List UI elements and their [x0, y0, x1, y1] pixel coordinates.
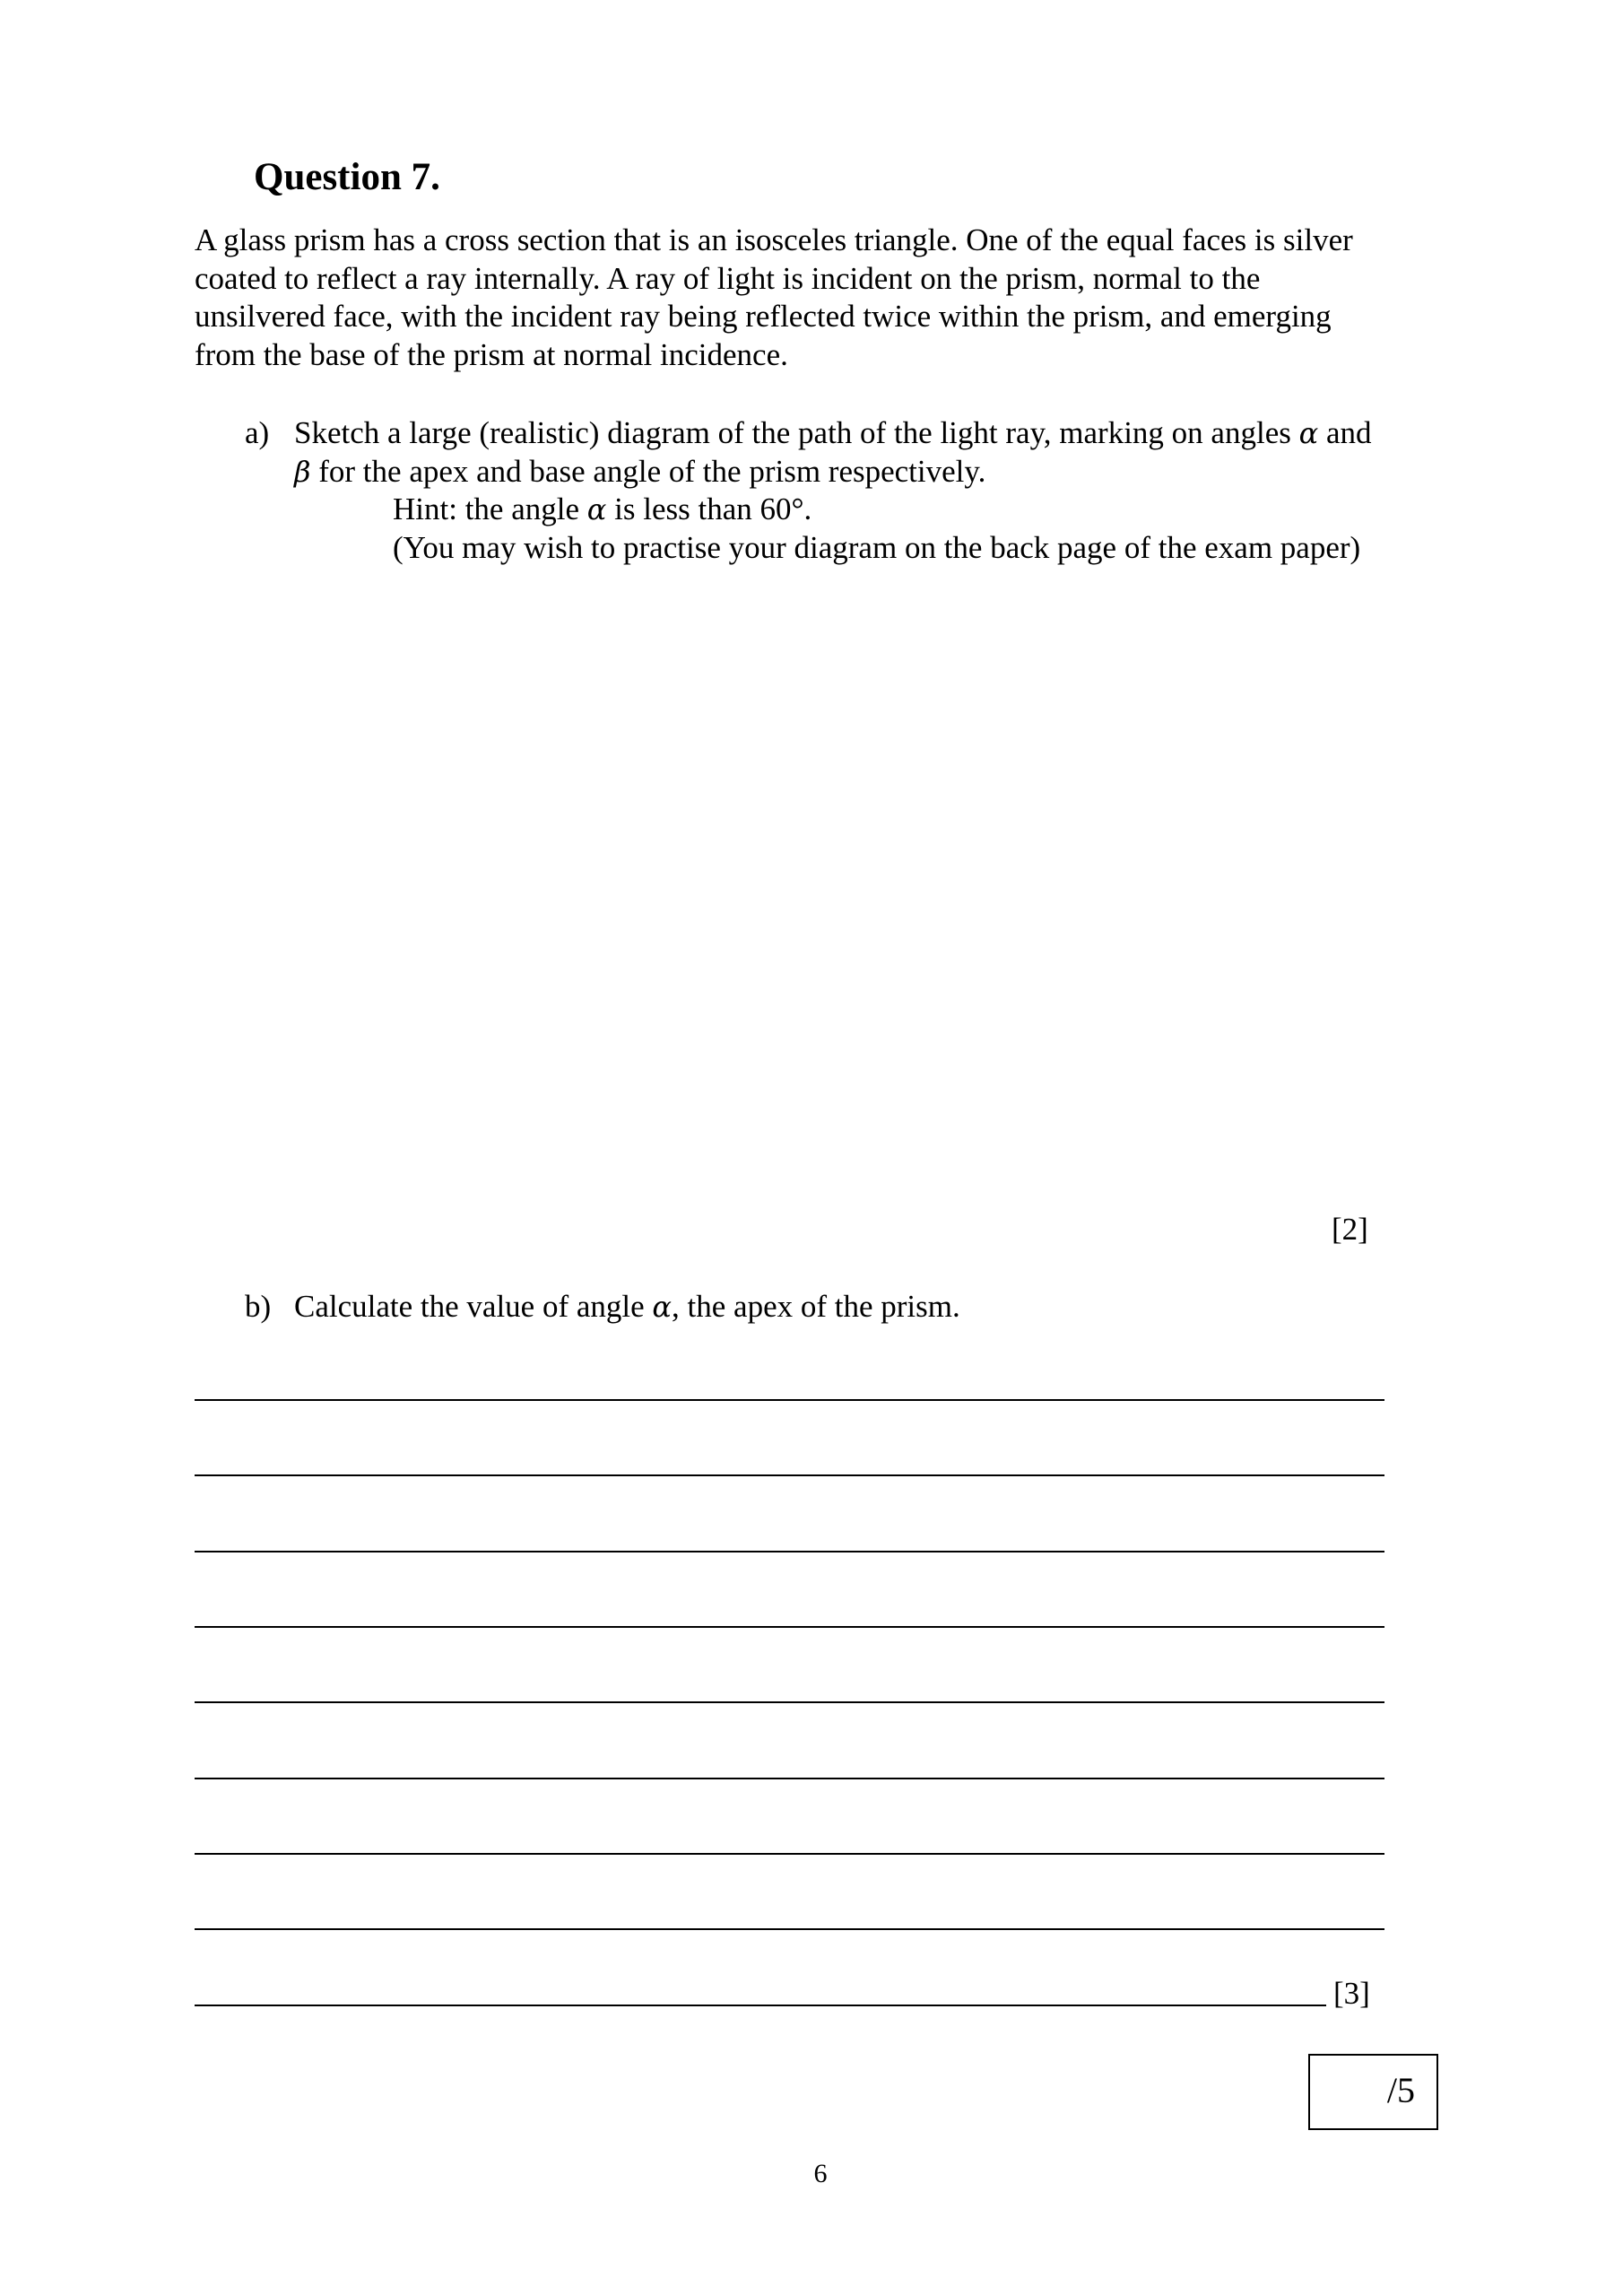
part-a-text: Sketch a large (realistic) diagram of the path of the light ray, marking on angles	[294, 415, 1299, 450]
part-a-line-2	[245, 453, 1372, 491]
part-b-marks: [3]	[1333, 1976, 1370, 2011]
answer-line[interactable]	[195, 1928, 1384, 1930]
part-a-text: and	[1318, 415, 1372, 450]
answer-line[interactable]	[195, 1474, 1384, 1476]
part-a-text: for the apex and base angle of the prism respectively.	[310, 453, 986, 489]
part-a-label: a)	[245, 415, 270, 450]
intro-line: A glass prism has a cross section that is an isosceles triangle. One of the equal faces is silver	[195, 222, 1353, 257]
answer-line[interactable]	[195, 1551, 1384, 1552]
score-box[interactable]	[1308, 2054, 1438, 2130]
intro-line: unsilvered face, with the incident ray being reflected twice within the prism, and emerging	[195, 299, 1332, 334]
part-b	[245, 1288, 960, 1326]
part-b-text: , the apex of the prism.	[672, 1289, 960, 1324]
alpha-symbol: α	[586, 492, 607, 526]
answer-line[interactable]	[195, 1853, 1384, 1855]
answer-line[interactable]	[195, 2005, 1326, 2006]
part-a-hint	[245, 491, 1372, 529]
answer-line[interactable]	[195, 1778, 1384, 1779]
hint-text: is less than 60°.	[606, 491, 812, 526]
part-a	[245, 414, 1372, 567]
alpha-symbol: α	[652, 1290, 673, 1324]
alpha-symbol: α	[1298, 416, 1319, 450]
part-a-line-1	[245, 414, 1372, 453]
part-b-label: b)	[245, 1289, 272, 1324]
beta-symbol: β	[294, 454, 311, 489]
page-number: 6	[813, 2159, 828, 2188]
intro-line: from the base of the prism at normal incidence.	[195, 336, 788, 372]
answer-line[interactable]	[195, 1399, 1384, 1401]
part-b-text: Calculate the value of angle	[294, 1289, 653, 1324]
answer-line[interactable]	[195, 1626, 1384, 1628]
intro-line: coated to reflect a ray internally. A ray of light is incident on the prism, normal to the	[195, 260, 1261, 296]
question-intro	[195, 222, 1468, 374]
part-a-marks: [2]	[1332, 1212, 1368, 1247]
question-heading: Question 7.	[254, 156, 440, 198]
score-total: /5	[1386, 2070, 1415, 2110]
answer-line[interactable]	[195, 1701, 1384, 1703]
hint-text: Hint: the angle	[393, 491, 587, 526]
practice-note: (You may wish to practise your diagram on the back page of the exam paper)	[393, 529, 1361, 565]
